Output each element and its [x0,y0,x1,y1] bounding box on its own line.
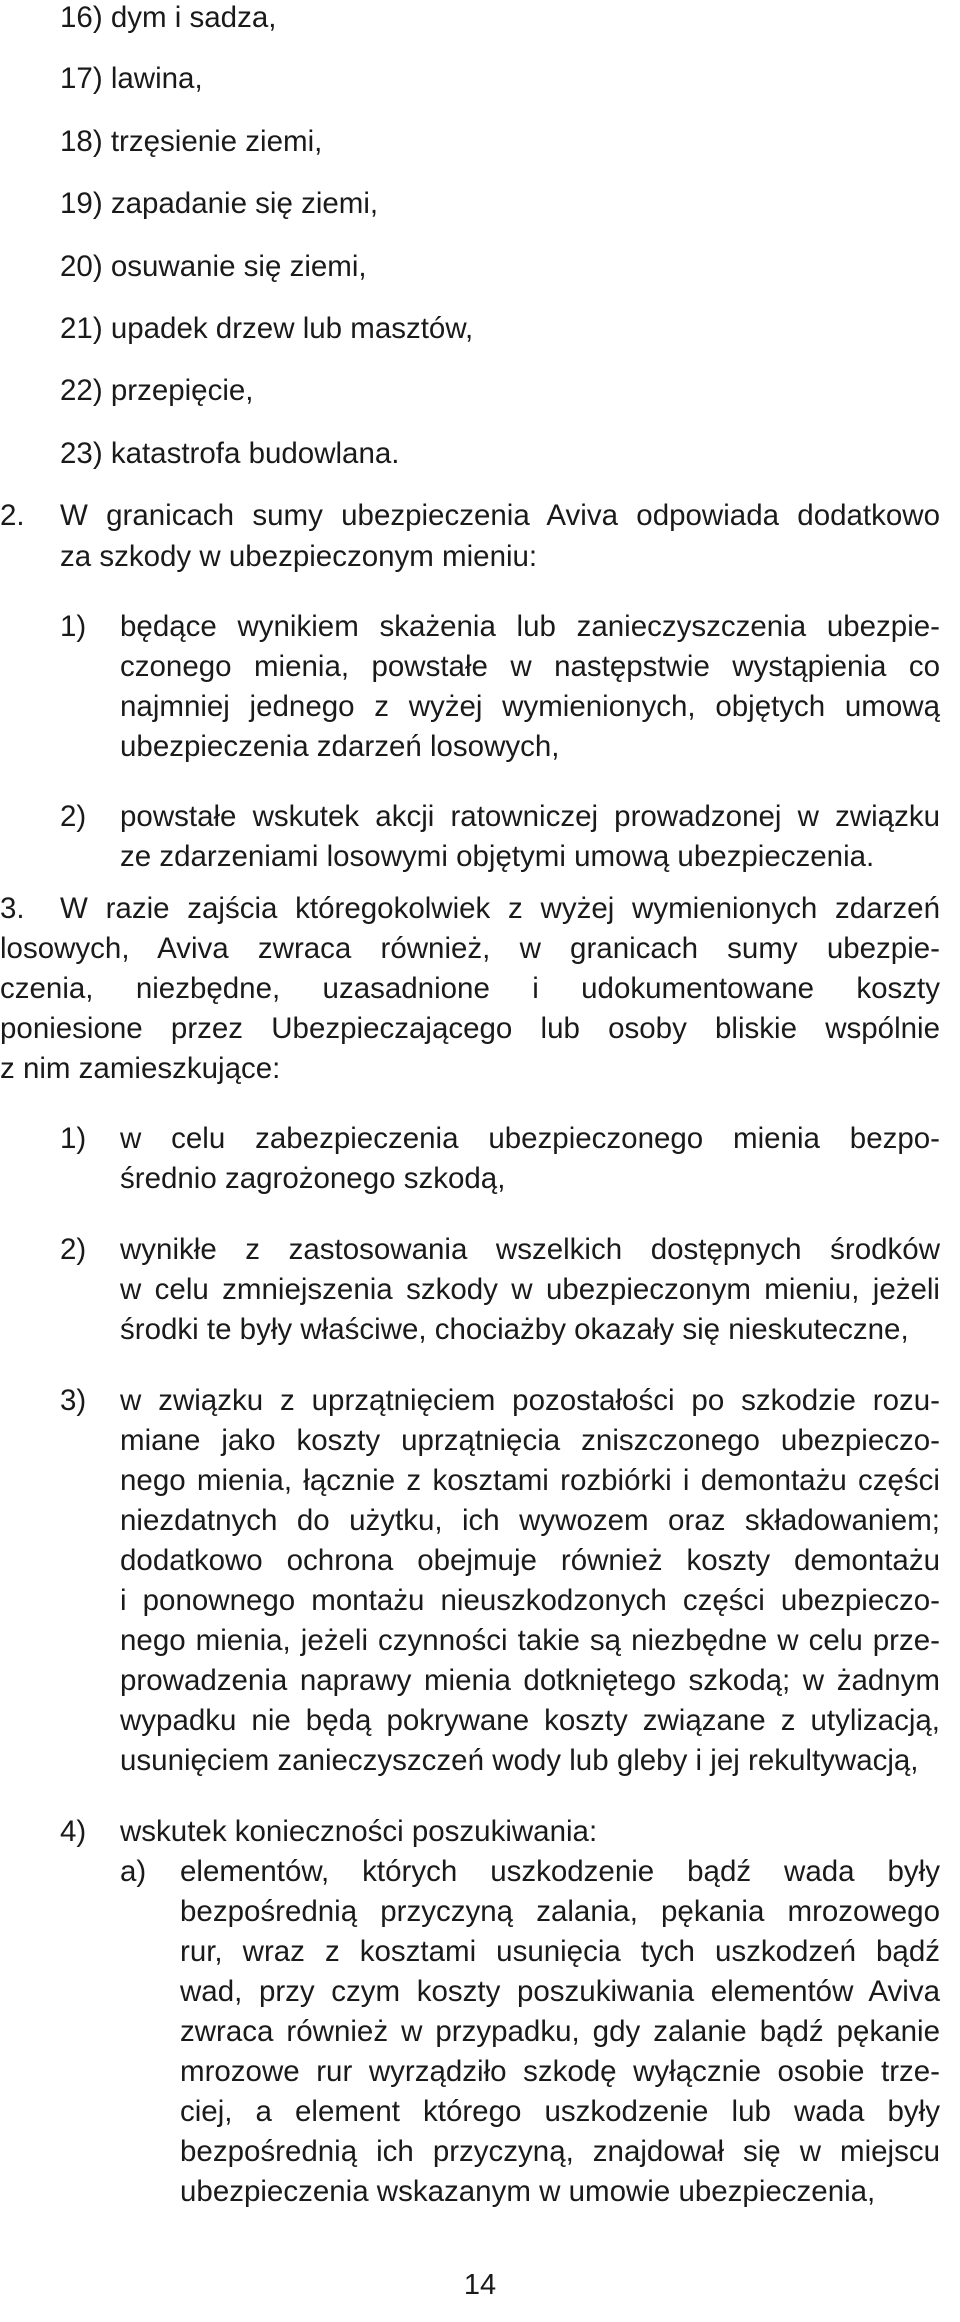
paragraph-line: W razie zajścia któregokolwiek z wyżej wymienionych zdarzeń [60,892,940,925]
section-number: 3. [0,892,25,925]
sub-item-line: bezpośrednią przyczyną zalania, pękania mrozowego [180,1895,940,1928]
item-line: powstałe wskutek akcji ratowniczej prowadzonej w związku [120,800,940,833]
item-line: będące wynikiem skażenia lub zanieczyszczenia ubezpie- [120,610,940,643]
item-number: 1) [60,610,87,643]
sub-item-line: zwraca również w przypadku, gdy zalanie bądź pękanie [180,2015,940,2048]
item-line: i ponownego montażu nieuszkodzonych części ubezpieczo- [120,1584,940,1617]
sub-item-line: wad, przy czym koszty poszukiwania elementów Aviva [180,1975,940,2008]
page-number: 14 [463,2269,497,2301]
list-item: 18) trzęsienie ziemi, [60,125,323,158]
item-line: nego mienia, łącznie z kosztami rozbiórki i demontażu części [120,1464,940,1497]
sub-item-line: ciej, a element którego uszkodzenie lub wada były [180,2095,940,2128]
item-number: 2) [60,800,87,833]
sub-item-number: a) [120,1855,147,1888]
sub-item-line: mrozowe rur wyrządziło szkodę wyłącznie osobie trze- [180,2055,940,2088]
item-line: w celu zabezpieczenia ubezpieczonego mienia bezpo- [120,1122,940,1155]
item-line: najmniej jednego z wyżej wymienionych, objętych umową [120,690,940,723]
item-line: średnio zagrożonego szkodą, [120,1162,506,1195]
sub-item-line: ubezpieczenia wskazanym w umowie ubezpieczenia, [180,2175,876,2208]
item-number: 3) [60,1384,87,1417]
list-item: 17) lawina, [60,62,203,95]
item-number: 1) [60,1122,87,1155]
paragraph-line: z nim zamieszkujące: [0,1052,281,1085]
item-line: ubezpieczenia zdarzeń losowych, [120,730,560,763]
sub-item-line: bezpośrednią ich przyczyną, znajdował się w miejscu [180,2135,940,2168]
item-line: usunięciem zanieczyszczeń wody lub gleby i jej rekultywacją, [120,1744,919,1777]
item-line: w celu zmniejszenia szkody w ubezpieczonym mieniu, jeżeli [120,1273,940,1306]
sub-item-line: rur, wraz z kosztami usunięcia tych uszkodzeń bądź [180,1935,940,1968]
paragraph-line: W granicach sumy ubezpieczenia Aviva odpowiada dodatkowo [60,499,940,532]
item-line: w związku z uprzątnięciem pozostałości po szkodzie rozu- [120,1384,940,1417]
item-line: wypadku nie będą pokrywane koszty związane z utylizacją, [120,1704,940,1737]
item-line: czonego mienia, powstałe w następstwie wystąpienia co [120,650,940,683]
list-item: 21) upadek drzew lub masztów, [60,312,474,345]
item-line: wynikłe z zastosowania wszelkich dostępnych środków [120,1233,940,1266]
list-item: 19) zapadanie się ziemi, [60,187,379,220]
list-item: 16) dym i sadza, [60,1,277,34]
list-item: 20) osuwanie się ziemi, [60,250,367,283]
item-line: nego mienia, jeżeli czynności takie są niezbędne w celu prze- [120,1624,940,1657]
item-line: miane jako koszty uprzątnięcia zniszczonego ubezpieczo- [120,1424,940,1457]
paragraph-line: czenia, niezbędne, uzasadnione i udokumentowane koszty [0,972,940,1005]
list-item: 22) przepięcie, [60,374,254,407]
item-line: dodatkowo ochrona obejmuje również koszty demontażu [120,1544,940,1577]
item-number: 4) [60,1815,87,1848]
item-line: wskutek konieczności poszukiwania: [120,1815,598,1848]
item-line: niezdatnych do użytku, ich wywozem oraz składowaniem; [120,1504,940,1537]
list-item: 23) katastrofa budowlana. [60,437,400,470]
item-line: środki te były właściwe, chociażby okazały się nieskuteczne, [120,1313,909,1346]
item-line: prowadzenia naprawy mienia dotkniętego szkodą; w żadnym [120,1664,940,1697]
paragraph-line: poniesione przez Ubezpieczającego lub osoby bliskie wspólnie [0,1012,940,1045]
paragraph-line: za szkody w ubezpieczonym mieniu: [60,540,538,573]
paragraph-line: losowych, Aviva zwraca również, w granicach sumy ubezpie- [0,932,940,965]
item-line: ze zdarzeniami losowymi objętymi umową ubezpieczenia. [120,840,875,873]
item-number: 2) [60,1233,87,1266]
sub-item-line: elementów, których uszkodzenie bądź wada były [180,1855,940,1888]
section-number: 2. [0,499,25,532]
